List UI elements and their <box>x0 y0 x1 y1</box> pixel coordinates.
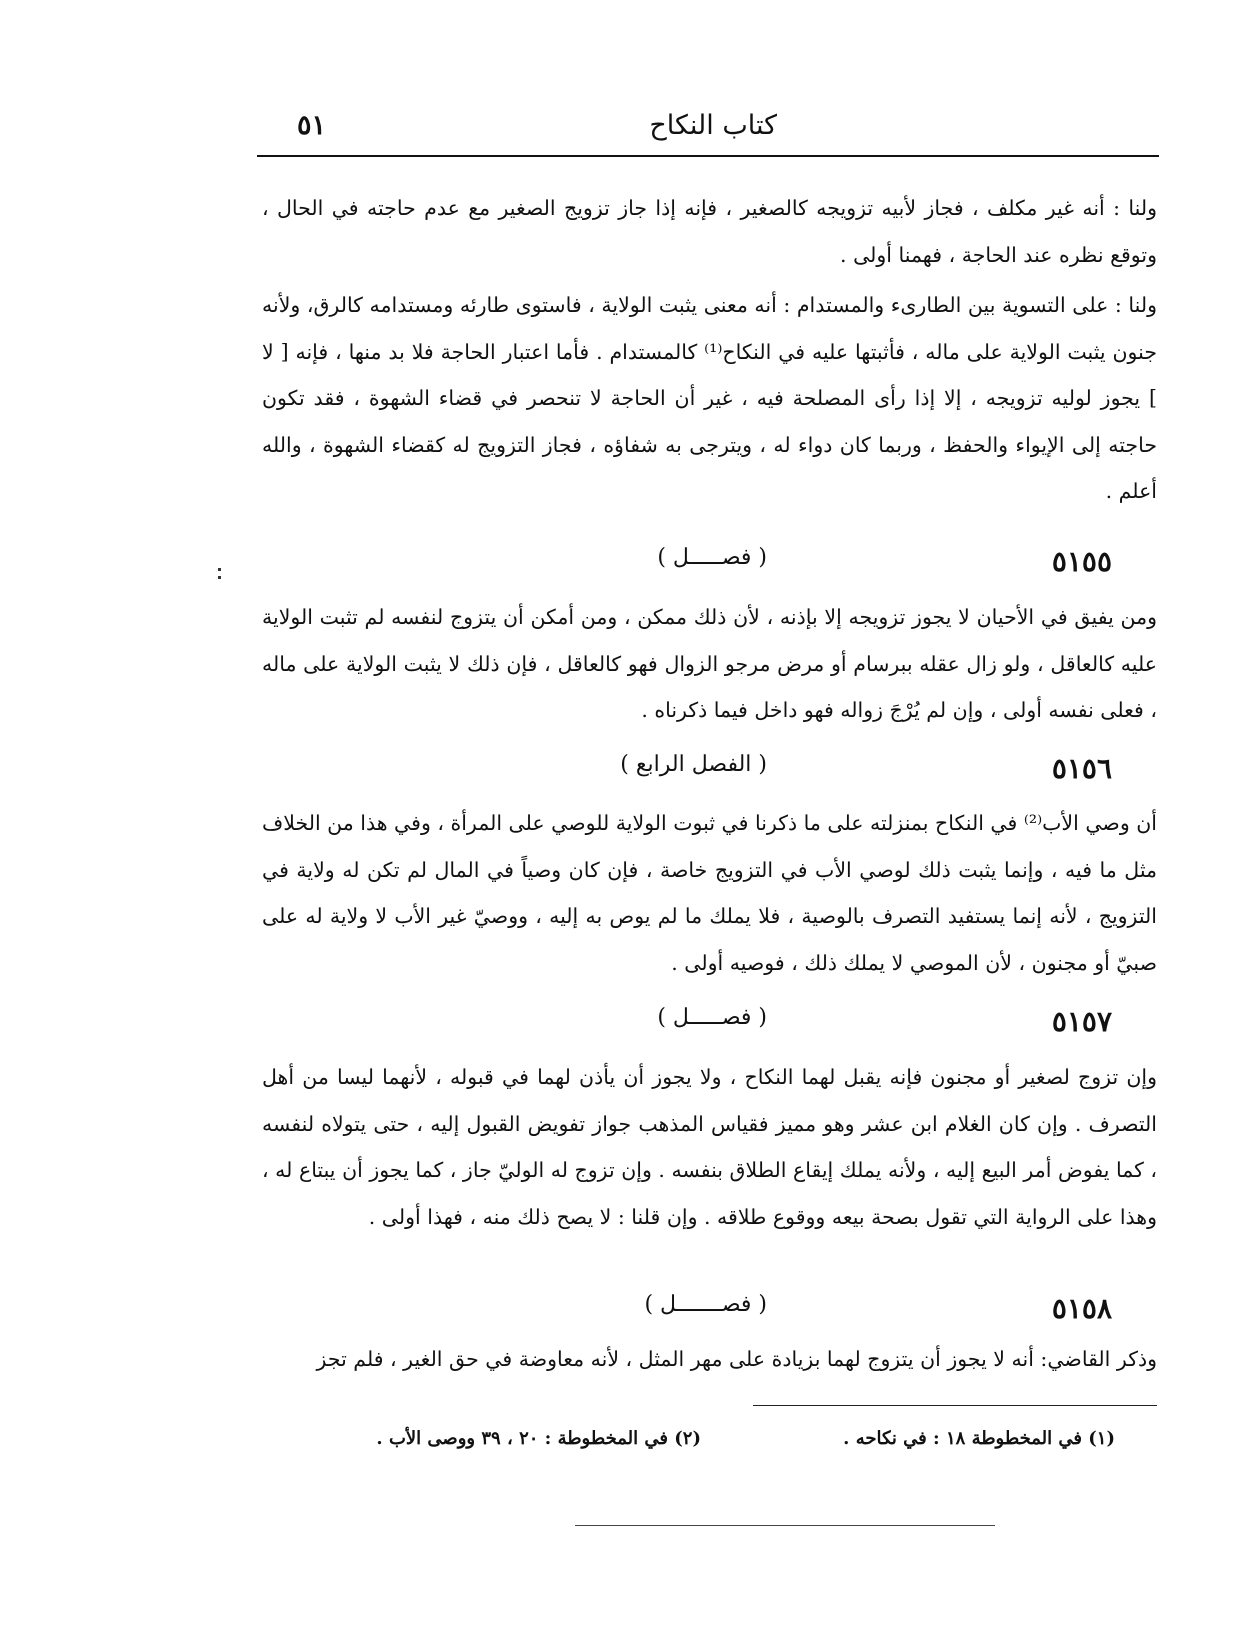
bottom-rule <box>575 1525 995 1526</box>
section-title: ( فصـــــل ) <box>657 1005 767 1030</box>
paragraph-text: وإن تزوج لصغير أو مجنون فإنه يقبل لهما النكاح ، ولا يجوز أن يأذن لهما في قبوله ، لأنهما ليسا من أهل التصرف . وإن كان الغلام ابن عشر وهو مميز فقياس المذهب جواز تفويض القبول إليه ، حتى يتولاه لنفسه ، كما يفوض أمر البيع إليه ، ولأنه يملك إيقاع الطلاق بنفسه . وإن تزوج له الوليّ جاز ، كما يجوز أن يبتاع له ، وهذا على الرواية التي تقول بصحة بيعه ووقوع طلاقه . وإن قلنا : لا يصح ذلك منه ، فهذا أولى . <box>262 1065 1157 1229</box>
footnote-rule <box>753 1405 1157 1406</box>
paragraph-5 <box>262 1054 1157 1240</box>
footnote-1: (١) في المخطوطة ١٨ : في نكاحه . <box>843 1428 1115 1449</box>
paragraph-6 <box>262 1336 1157 1383</box>
paragraph-1 <box>262 185 1157 278</box>
section-number: ٥١٥٨ <box>1051 1292 1112 1325</box>
header-rule <box>257 155 1159 157</box>
section-title: ( فصـــــــل ) <box>644 1292 767 1317</box>
margin-mark <box>218 568 221 571</box>
section-heading-5158 <box>262 1292 1157 1332</box>
section-title: ( الفصل الرابع ) <box>620 752 767 777</box>
paragraph-text: ومن يفيق في الأحيان لا يجوز تزويجه إلا بإذنه ، لأن ذلك ممكن ، ومن أمكن أن يتزوج لنفسه لم تثبت الولاية عليه كالعاقل ، ولو زال عقله ببرسام أو مرض مرجو الزوال فهو كالعاقل ، فإن ذلك لا يثبت الولاية على ماله ، فعلى نفسه أولى ، وإن لم يُرْجَ زواله فهو داخل فيما ذكرناه . <box>262 605 1157 722</box>
section-heading-5155 <box>262 545 1157 585</box>
running-header <box>262 100 1157 152</box>
section-number: ٥١٥٥ <box>1051 545 1112 578</box>
section-title: ( فصـــــل ) <box>657 545 767 570</box>
paragraph-text: ولنا : على التسوية بين الطارىء والمستدام : أنه معنى يثبت الولاية ، فاستوى طارئه ومستدامه كالرق، ولأنه جنون يثبت الولاية على ماله ، فأثبتها عليه في النكاح⁽¹⁾ كالمستدام . فأما اعتبار الحاجة فلا بد منها ، فإنه [ لا ] يجوز لوليه تزويجه ، إلا إذا رأى المصلحة فيه ، غير أن الحاجة لا تنحصر في قضاء الشهوة ، فقد تكون حاجته إلى الإيواء والحفظ ، وربما كان دواء له ، ويترجى به شفاؤه ، فجاز التزويج له كقضاء الشهوة ، والله أعلم . <box>262 293 1157 503</box>
paragraph-text: وذكر القاضي: أنه لا يجوز أن يتزوج لهما بزيادة على مهر المثل ، لأنه معاوضة في حق الغير ، فلم تجز <box>316 1347 1157 1371</box>
book-title: كتاب النكاح <box>649 110 777 141</box>
paragraph-3 <box>262 594 1157 734</box>
footnote-2: (٢) في المخطوطة : ٢٠ ، ٣٩ ووصى الأب . <box>376 1428 701 1449</box>
paragraph-2 <box>262 282 1157 515</box>
page-number: ٥١ <box>297 110 327 141</box>
section-heading-5157 <box>262 1005 1157 1045</box>
section-number: ٥١٥٦ <box>1051 752 1112 785</box>
section-number: ٥١٥٧ <box>1051 1005 1112 1038</box>
margin-mark <box>218 576 221 579</box>
paragraph-text: أن وصي الأب⁽²⁾ في النكاح بمنزلته على ما ذكرنا في ثبوت الولاية للوصي على المرأة ، وفي هذا من الخلاف مثل ما فيه ، وإنما يثبت ذلك لوصي الأب في التزويج خاصة ، فإن كان وصياً في المال لم تكن له ولاية في التزويج ، لأنه إنما يستفيد التصرف بالوصية ، فلا يملك ما لم يوص به إليه ، ووصيّ غير الأب لا ولاية له على صبيّ أو مجنون ، لأن الموصي لا يملك ذلك ، فوصيه أولى . <box>262 811 1157 975</box>
paragraph-text: ولنا : أنه غير مكلف ، فجاز لأبيه تزويجه كالصغير ، فإنه إذا جاز تزويج الصغير مع عدم حاجته في الحال ، وتوقع نظره عند الحاجة ، فهمنا أولى . <box>262 196 1157 267</box>
section-heading-5156 <box>262 752 1157 792</box>
paragraph-4 <box>262 800 1157 986</box>
